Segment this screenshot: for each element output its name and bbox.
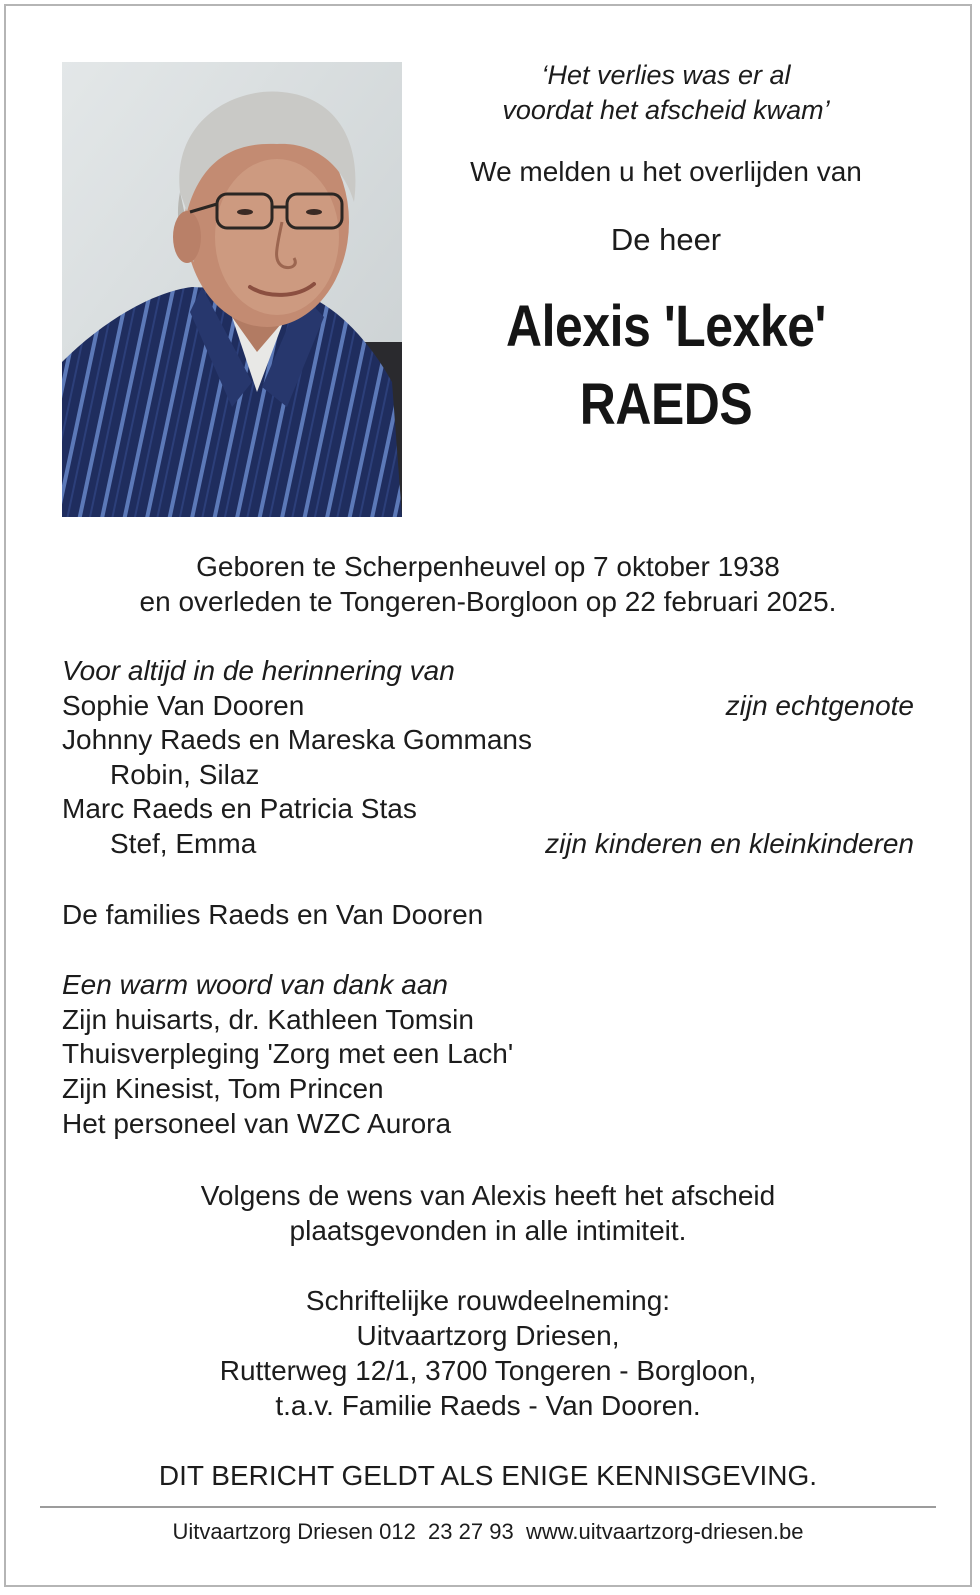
portrait-photo	[62, 62, 402, 517]
quote	[406, 58, 926, 128]
birth-death-info	[6, 549, 970, 619]
address-line: Uitvaartzorg Driesen,	[356, 1320, 620, 1351]
birth-line: Geboren te Scherpenheuvel op 7 oktober 1938	[196, 551, 780, 582]
grandchildren-row	[62, 827, 914, 862]
wish-line: Volgens de wens van Alexis heeft het afscheid	[200, 1180, 776, 1211]
address-line: Schriftelijke rouwdeelneming:	[305, 1285, 671, 1316]
obituary-card	[4, 4, 972, 1587]
farewell-wish	[6, 1178, 970, 1248]
deceased-first-name: Alexis 'Lexke'	[506, 294, 826, 359]
grandchildren-row: Robin, Silaz	[110, 758, 260, 790]
spouse-row	[62, 689, 914, 724]
official-notice: DIT BERICHT GELDT ALS ENIGE KENNISGEVING.	[158, 1460, 818, 1491]
divider	[40, 1506, 936, 1508]
footer-company: Uitvaartzorg Driesen	[172, 1519, 373, 1544]
quote-line: ‘Het verlies was er al	[541, 60, 791, 90]
death-line: en overleden te Tongeren-Borgloon op 22 februari 2025.	[139, 586, 837, 617]
address-line: Rutterweg 12/1, 3700 Tongeren - Borgloon,	[219, 1355, 757, 1386]
wish-line: plaatsgevonden in alle intimiteit.	[289, 1215, 687, 1246]
condolence-address	[6, 1283, 970, 1423]
grandchildren-names: Stef, Emma	[110, 827, 257, 859]
quote-line: voordat het afscheid kwam’	[502, 95, 830, 125]
header-block	[406, 58, 926, 444]
portrait-illustration	[62, 62, 402, 517]
thanks-item: Zijn Kinesist, Tom Princen	[62, 1072, 384, 1104]
deceased-name	[442, 288, 889, 444]
spouse-role: zijn echtgenote	[725, 689, 914, 721]
thanks-item: Het personeel van WZC Aurora	[62, 1107, 452, 1139]
footer-phone: 012 23 27 93	[379, 1519, 514, 1544]
mourners-list	[62, 654, 914, 1141]
thanks-heading: Een warm woord van dank aan	[62, 969, 448, 1001]
thanks-item: Thuisverpleging 'Zorg met een Lach'	[62, 1038, 514, 1070]
families-row: De families Raeds en Van Dooren	[62, 898, 484, 930]
child-row: Johnny Raeds en Mareska Gommans	[62, 724, 532, 756]
child-row: Marc Raeds en Patricia Stas	[62, 793, 417, 825]
children-role: zijn kinderen en kleinkinderen	[545, 827, 914, 859]
remembrance-heading: Voor altijd in de herinnering van	[62, 655, 455, 686]
honorific: De heer	[610, 222, 722, 257]
footer	[6, 1519, 970, 1545]
footer-website[interactable]: www.uitvaartzorg-driesen.be	[525, 1519, 804, 1544]
thanks-item: Zijn huisarts, dr. Kathleen Tomsin	[62, 1003, 474, 1035]
address-line: t.a.v. Familie Raeds - Van Dooren.	[275, 1390, 701, 1421]
announcement: We melden u het overlijden van	[470, 156, 862, 187]
deceased-surname: RAEDS	[579, 372, 753, 437]
spouse-name: Sophie Van Dooren	[62, 689, 305, 721]
